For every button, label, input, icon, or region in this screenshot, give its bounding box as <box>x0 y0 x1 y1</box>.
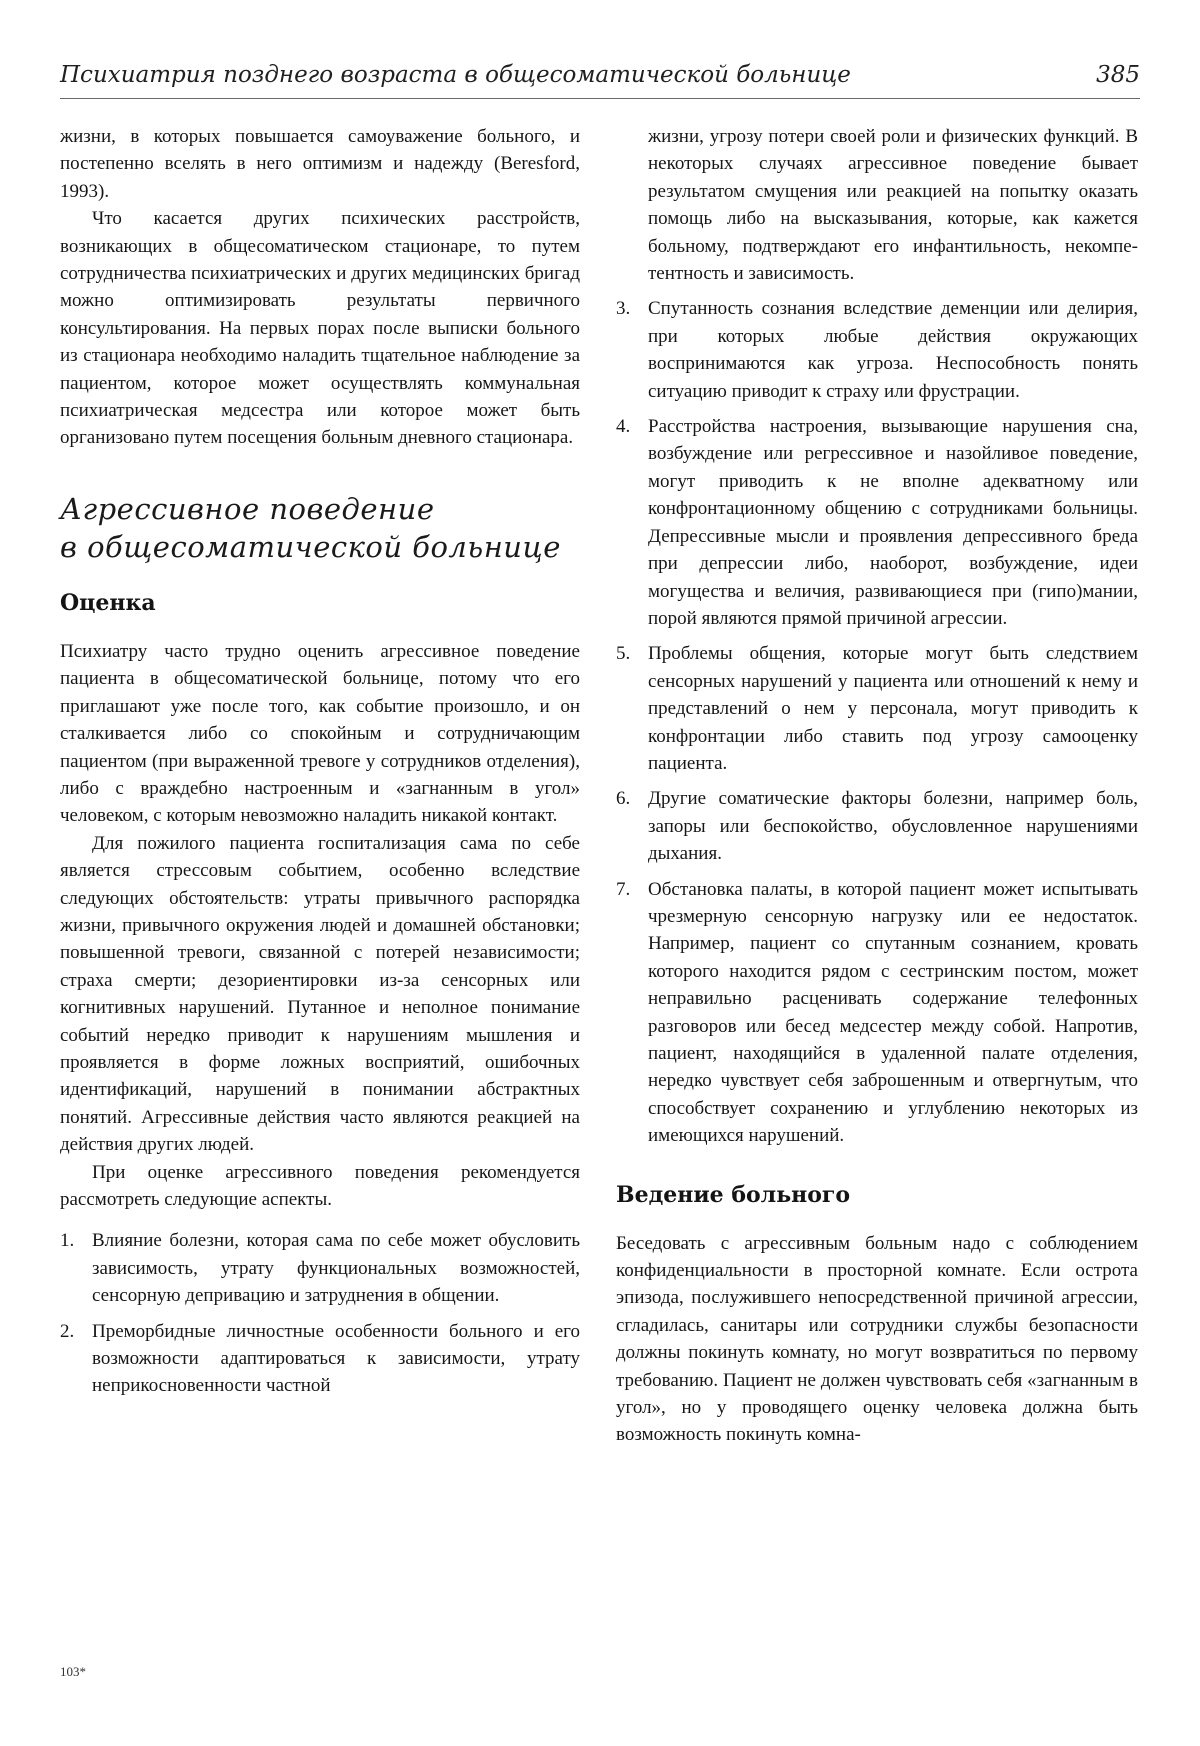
assessment-paragraph: При оценке агрессивного поведения рекомендуется рассмотреть следующие аспекты. <box>60 1161 580 1210</box>
header-rule <box>60 98 1140 99</box>
right-column <box>616 123 1138 1449</box>
list-item <box>616 785 1138 867</box>
list-item <box>60 1318 580 1400</box>
subhead-assessment: Оценка <box>60 589 156 616</box>
assessment-paragraph: Для пожилого пациента госпитализация сама по себе является стрессовым событием, особенно вследствие следующих обстоятельств: утраты привычного распорядка жизни, привычного окружения людей и домашней обстановки; повышенной тревоги, связанной с потерей независимости; страха смерти; дезориентировки из-за сенсорных или когнитивных нарушений. Путанное и неполное понимание событий нередко приводит к нарушениям мышления и проявляется в форме ложных восприятий, ошибочных идентификаций, нарушений в понимании абстрактных понятий. Агрессивные действия часто являются реакцией на действия других людей. <box>60 832 580 1156</box>
list-item <box>616 640 1138 777</box>
list-item-text: Проблемы общения, которые могут быть следствием сенсорных нарушений у пациента или отношений к нему и представлений о нем у персонала, могут приводить к конфронтации либо ставить под угрозу самооценку пациента. <box>648 643 1138 774</box>
list-item-number: 5. <box>616 643 631 665</box>
aspects-list <box>60 1227 580 1399</box>
page-number: 385 <box>1096 62 1140 88</box>
list-item-text: Расстройства настроения, вызывающие нарушения сна, возбуждение или регрессивное и назойливое поведение, могут приводить к не вполне адекватному или конфронтационному общению с сотрудниками больницы. Депрессивные мысли и проявления депрессивного бреда при депрессии либо, наоборот, возбуждение, идеи могущества и величия, развивающиеся при (гипо)мании, порой являются прямой причиной агрессии. <box>648 416 1138 629</box>
intro-paragraph-continuation: жизни, в которых повышается самоуважение больного, и постепенно вселять в него оптимизм и надежду (Beresford, 1993). <box>60 126 580 202</box>
signature-mark: 103* <box>60 1664 86 1679</box>
assessment-paragraph: Психиатру часто трудно оценить агрессивное поведение пациента в общесоматической больнице, потому что его приглашают уже после того, как событие произошло, и он сталкивается либо со спокойным и сотрудничающим пациентом (при выраженной тревоге у сотрудников отделения), либо с враждебно настроенным и «загнанным в угол» человеком, с которым невозможно наладить никакой контакт. <box>60 640 580 827</box>
list-item-text: Обстановка палаты, в которой пациент может испытывать чрезмерную сенсорную нагрузку или ее недостаток. Например, пациент со спутанным сознанием, кровать которого находится рядом с сестринским постом, может неправильно расценивать содержание телефонных разговоров или бесед медсестер между собой. Напротив, пациент, находящийся в удаленной палате отделения, нередко чувствует себя заброшенным и отвергнутым, что способствует сохранению и углублению некоторых из имеющихся нарушений. <box>648 878 1138 1147</box>
list-item-number: 6. <box>616 788 631 810</box>
list-item-text: Другие соматические факторы болезни, например боль, запоры или беспокойство, обусловленное нарушениями дыхания. <box>648 788 1138 865</box>
list-item-text: Преморбидные личностные особенности больного и его возможности адаптироваться к зависимости, утрату неприкосновенности частной <box>92 1320 580 1397</box>
management-paragraph: Беседовать с агрессивным больным надо с соблюдением конфиденциальности в просторной комнате. Если острота эпизода, послужившего непосредственной причиной агрессии, сгладилась, санитары или сотрудники службы безопасности должны покинуть комнату, но могут возвратиться по первому требованию. Пациент не должен чувствовать себя «загнанным в угол», но у проводящего оценку человека должна быть возможность покинуть комна- <box>616 1232 1138 1446</box>
list-item <box>616 876 1138 1150</box>
list-item-number: 7. <box>616 878 631 900</box>
list-item-number: 3. <box>616 298 631 320</box>
aspects-list-continued <box>616 123 1138 1150</box>
subhead-management: Ведение больного <box>616 1181 851 1208</box>
list-item <box>616 413 1138 632</box>
list-item-text: Спутанность сознания вследствие деменции или делирия, при которых любые действия окружающих воспринимаются как угроза. Неспособность понять ситуацию приводит к страху или фрустрации. <box>648 298 1138 402</box>
list-item <box>60 1227 580 1309</box>
left-column <box>60 123 580 1400</box>
list-item-number: 2. <box>60 1320 75 1342</box>
list-item-continuation <box>616 123 1138 287</box>
list-item-text: жизни, угрозу потери своей роли и физических функций. В некоторых случаях агрессивное поведение бывает результатом смущения или реакцией на попытку оказать помощь либо на высказывания, которые, как кажется больному, подтверждают его инфантильность, некомпетентность и зависимость. <box>648 126 1138 285</box>
running-head <box>60 58 1140 98</box>
section-title-line-1: Агрессивное поведение <box>60 491 435 526</box>
section-title <box>60 490 580 566</box>
intro-paragraph: Что касается других психических расстройств, возникающих в общесоматическом стационаре, то путем сотрудничества психиатрических и других медицинских бригад можно оптимизировать результаты первичного консультирования. На первых порах после выписки больного из стационара необходимо наладить тщательное наблюдение за пациентом, которое может осуществлять коммунальная психиатрическая медсестра или которое может быть организовано путем посещения больным дневного стационара. <box>60 208 580 449</box>
section-title-line-2: в общесоматической больнице <box>60 529 561 564</box>
list-item-text: Влияние болезни, которая сама по себе может обусловить зависимость, утрату функциональных возможностей, сенсорную депривацию и затруднения в общении. <box>92 1230 580 1307</box>
list-item <box>616 295 1138 405</box>
list-item-number: 4. <box>616 416 631 438</box>
running-title: Психиатрия позднего возраста в общесоматической больнице <box>60 62 851 88</box>
list-item-number: 1. <box>60 1230 75 1252</box>
